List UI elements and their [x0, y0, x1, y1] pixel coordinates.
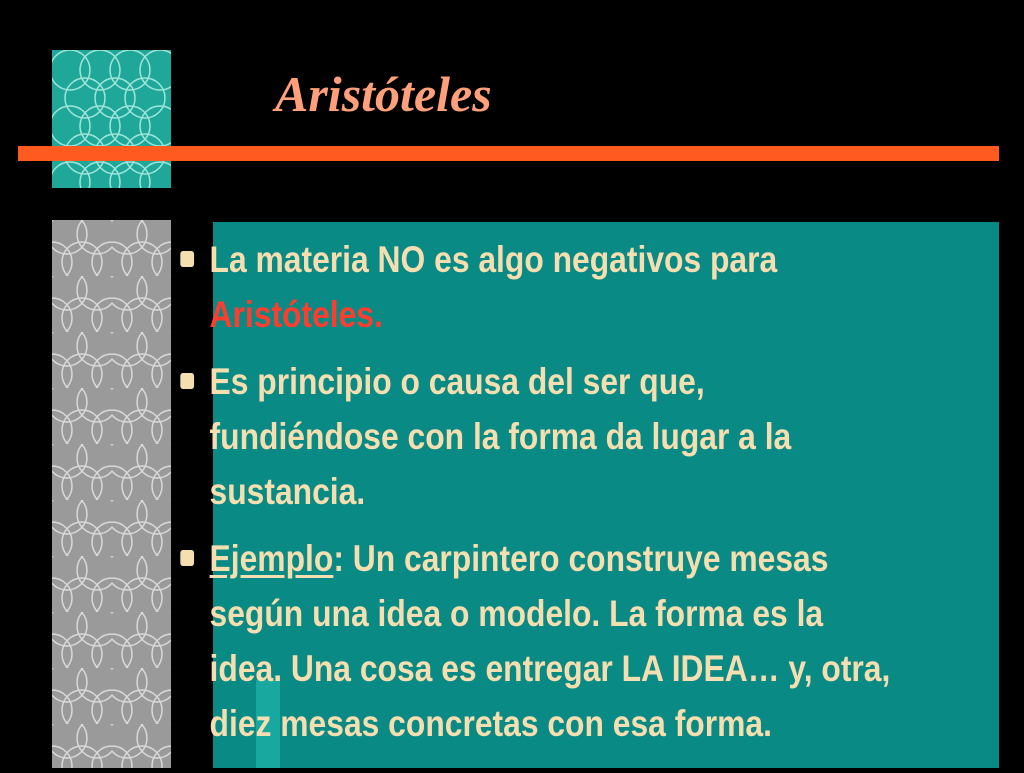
bullet-list: [176, 232, 1021, 763]
bullet-item: [176, 531, 903, 751]
rings-pattern-side: [52, 220, 171, 768]
bullet-lead-term: Ejemplo: [209, 538, 334, 579]
bullet-text: idea. Una cosa es entregar LA IDEA… y, otra,: [209, 648, 891, 689]
bullet-square-icon: [180, 251, 194, 267]
title-underline-bar: [18, 146, 999, 161]
bullet-text: fundiéndose con la forma da lugar a la: [209, 416, 792, 457]
bullet-text: sustancia.: [209, 471, 366, 512]
decorative-gray-rings-column: [52, 220, 171, 768]
rings-pattern-top: [52, 50, 171, 188]
bullet-square-icon: [180, 373, 194, 389]
bullet-text-highlight: Aristóteles.: [209, 294, 383, 335]
bullet-text: La materia NO es algo negativos para: [209, 239, 778, 280]
bullet-text: Es principio o causa del ser que,: [209, 361, 705, 402]
bullet-item: [176, 232, 903, 342]
decorative-teal-rings-block: [52, 50, 171, 188]
bullet-text: según una idea o modelo. La forma es la: [209, 593, 824, 634]
bullet-item: [176, 354, 903, 519]
bullet-square-icon: [180, 550, 194, 566]
slide-title: Aristóteles: [275, 66, 492, 122]
bullet-text: diez mesas concretas con esa forma.: [209, 703, 772, 744]
bullet-text: : Un carpintero construye mesas: [333, 538, 829, 579]
